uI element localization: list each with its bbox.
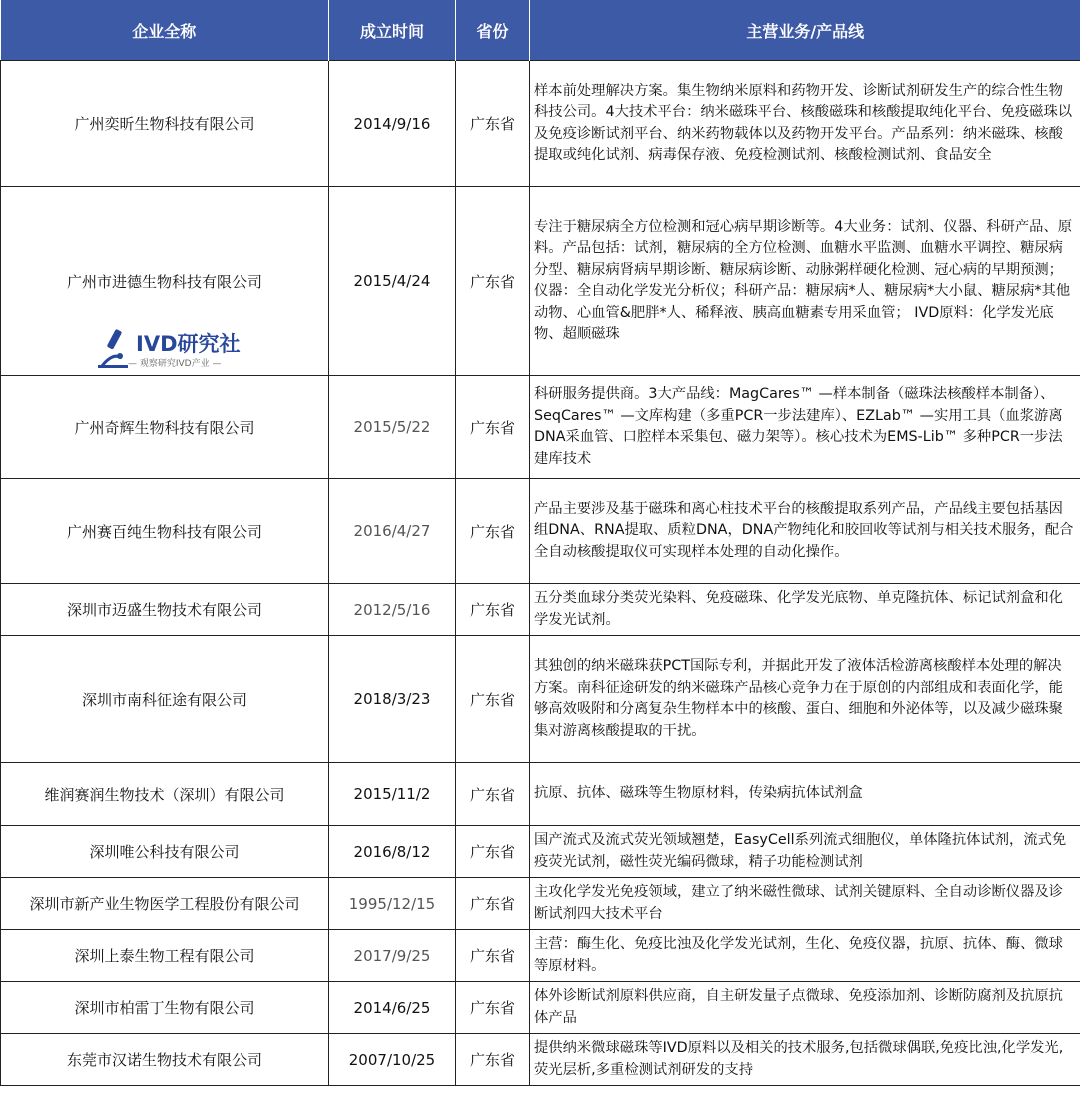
- table-row: [1, 930, 1080, 982]
- founded-date: 2014/6/25: [329, 982, 456, 1034]
- business-description: 提供纳米微球磁珠等IVD原料以及相关的技术服务,包括微球偶联,免疫比浊,化学发光,荧光层析,多重检测试剂研发的支持: [530, 1034, 1080, 1086]
- founded-date: 2016/4/27: [329, 479, 456, 584]
- company-name: 深圳市迈盛生物技术有限公司: [1, 584, 329, 636]
- header-company-name: 企业全称: [1, 0, 329, 61]
- province: 广东省: [456, 376, 530, 479]
- business-description: 抗原、抗体、磁珠等生物原材料，传染病抗体试剂盒: [530, 763, 1080, 826]
- province: 广东省: [456, 1034, 530, 1086]
- company-name: 深圳市南科征途有限公司: [1, 636, 329, 763]
- table-row: [1, 376, 1080, 479]
- company-name: 东莞市汉诺生物技术有限公司: [1, 1034, 329, 1086]
- header-province: 省份: [456, 0, 530, 61]
- business-description: 五分类血球分类荧光染料、免疫磁珠、化学发光底物、单克隆抗体、标记试剂盒和化学发光试剂。: [530, 584, 1080, 636]
- table-row: [1, 763, 1080, 826]
- business-description: 国产流式及流式荧光领域翘楚，EasyCell系列流式细胞仪，单体隆抗体试剂，流式免疫荧光试剂，磁性荧光编码微球，精子功能检测试剂: [530, 826, 1080, 878]
- company-name: 深圳唯公科技有限公司: [1, 826, 329, 878]
- watermark-subtitle: — 观察研究IVD产业 —: [128, 359, 222, 369]
- table-row: [1, 878, 1080, 930]
- table-row: [1, 479, 1080, 584]
- watermark-title: IVD研究社: [136, 332, 241, 356]
- business-description: 样本前处理解决方案。集生物纳米原料和药物开发、诊断试剂研发生产的综合性生物科技公司。4大技术平台：纳米磁珠平台、核酸磁珠和核酸提取纯化平台、免疫磁珠以及免疫诊断试剂平台、纳米药物载体以及药物开发平台。产品系列：纳米磁珠、核酸提取或纯化试剂、病毒保存液、免疫检测试剂、核酸检测试剂、食品安全: [530, 61, 1080, 187]
- province: 广东省: [456, 826, 530, 878]
- founded-date: 1995/12/15: [329, 878, 456, 930]
- founded-date: 2007/10/25: [329, 1034, 456, 1086]
- founded-date: 2012/5/16: [329, 584, 456, 636]
- province: 广东省: [456, 763, 530, 826]
- founded-date: 2016/8/12: [329, 826, 456, 878]
- province: 广东省: [456, 636, 530, 763]
- province: 广东省: [456, 61, 530, 187]
- company-name: 广州市进德生物科技有限公司: [1, 187, 329, 376]
- table-header-row: [1, 0, 1080, 61]
- business-description: 主营：酶生化、免疫比浊及化学发光试剂，生化、免疫仪器，抗原、抗体、酶、微球等原材料。: [530, 930, 1080, 982]
- founded-date: 2018/3/23: [329, 636, 456, 763]
- business-description: 科研服务提供商。3大产品线：MagCares™ —样本制备（磁珠法核酸样本制备）、SeqCares™ —文库构建（多重PCR一步法建库）、EZLab™ —实用工具（血浆游离DNA采血管、口腔样本采集包、磁力架等）。核心技术为EMS-Lib™ 多种PCR一步法建库技术: [530, 376, 1080, 479]
- business-description: 体外诊断试剂原料供应商，自主研发量子点微球、免疫添加剂、诊断防腐剂及抗原抗体产品: [530, 982, 1080, 1034]
- table-row: [1, 61, 1080, 187]
- header-founded-date: 成立时间: [329, 0, 456, 61]
- company-name: 维润赛润生物技术（深圳）有限公司: [1, 763, 329, 826]
- province: 广东省: [456, 930, 530, 982]
- founded-date: 2014/9/16: [329, 61, 456, 187]
- founded-date: 2015/5/22: [329, 376, 456, 479]
- founded-date: 2015/4/24: [329, 187, 456, 376]
- company-name: 深圳市新产业生物医学工程股份有限公司: [1, 878, 329, 930]
- header-business: 主营业务/产品线: [530, 0, 1080, 61]
- province: 广东省: [456, 479, 530, 584]
- province: 广东省: [456, 187, 530, 376]
- watermark-logo: [96, 326, 266, 374]
- province: 广东省: [456, 982, 530, 1034]
- province: 广东省: [456, 584, 530, 636]
- company-name: 广州奇辉生物科技有限公司: [1, 376, 329, 479]
- company-name: 深圳市柏雷丁生物有限公司: [1, 982, 329, 1034]
- table-row: [1, 1034, 1080, 1086]
- table-row: [1, 826, 1080, 878]
- company-name: 深圳上泰生物工程有限公司: [1, 930, 329, 982]
- business-description: 专注于糖尿病全方位检测和冠心病早期诊断等。4大业务：试剂、仪器、科研产品、原料。产品包括：试剂，糖尿病的全方位检测、血糖水平监测、血糖水平调控、糖尿病分型、糖尿病肾病早期诊断、糖尿病诊断、动脉粥样硬化检测、冠心病的早期预测；仪器：全自动化学发光分析仪；科研产品：糖尿病*人、糖尿病*大小鼠、糖尿病*其他动物、心血管&肥胖*人、稀释液、胰高血糖素专用采血管； IVD原料：化学发光底物、超顺磁珠: [530, 187, 1080, 376]
- company-name: 广州奕昕生物科技有限公司: [1, 61, 329, 187]
- business-description: 产品主要涉及基于磁珠和离心柱技术平台的核酸提取系列产品，产品线主要包括基因组DNA、RNA提取、质粒DNA，DNA产物纯化和胶回收等试剂与相关技术服务，配合全自动核酸提取仪可实现样本处理的自动化操作。: [530, 479, 1080, 584]
- business-description: 主攻化学发光免疫领域，建立了纳米磁性微球、试剂关键原料、全自动诊断仪器及诊断试剂四大技术平台: [530, 878, 1080, 930]
- founded-date: 2017/9/25: [329, 930, 456, 982]
- company-name: 广州赛百纯生物科技有限公司: [1, 479, 329, 584]
- business-description: 其独创的纳米磁珠获PCT国际专利，并据此开发了液体活检游离核酸样本处理的解决方案。南科征途研发的纳米磁珠产品核心竞争力在于原创的内部组成和表面化学，能够高效吸附和分离复杂生物样本中的核酸、蛋白、细胞和外泌体等，以及减少磁珠聚集对游离核酸提取的干扰。: [530, 636, 1080, 763]
- microscope-icon: [96, 326, 130, 370]
- table-row: [1, 636, 1080, 763]
- table-row: [1, 584, 1080, 636]
- table-row: [1, 982, 1080, 1034]
- province: 广东省: [456, 878, 530, 930]
- founded-date: 2015/11/2: [329, 763, 456, 826]
